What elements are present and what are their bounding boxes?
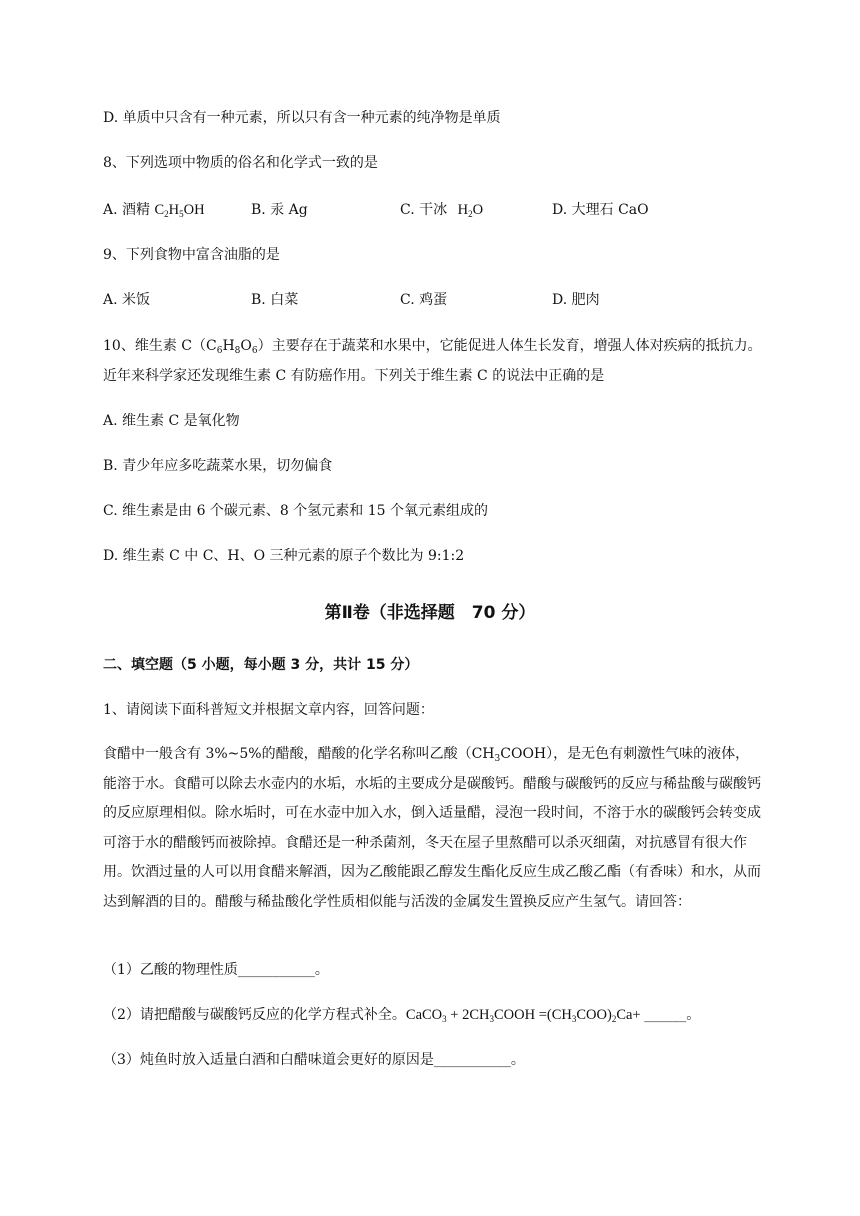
sub-question-2	[103, 1005, 700, 1025]
q8-option-c-formula: $H_2O$	[457, 202, 484, 219]
q8-option-c	[400, 200, 483, 220]
q10-option-b: B. 青少年应多吃蔬菜水果，切勿偏食	[103, 458, 333, 474]
sub-question-3: （3）炖鱼时放入适量白酒和白醋味道会更好的原因是___________。	[103, 1052, 525, 1068]
q9-option-a: A. 米饭	[103, 292, 151, 308]
q10-stem-line2: 近年来科学家还发现维生素 C 有防癌作用。下列关于维生素 C 的说法中正确的是	[103, 368, 605, 384]
q8-option-d: D. 大理石 CaO	[552, 202, 649, 218]
q9-option-c: C. 鸡蛋	[400, 292, 448, 308]
answer-blank[interactable]: ______。	[644, 1007, 701, 1023]
q10-option-c: C. 维生素是由 6 个碳元素、8 个氢元素和 15 个氧元素组成的	[103, 503, 488, 519]
q10-option-a: A. 维生素 C 是氧化物	[103, 413, 240, 429]
q8-option-b: B. 汞 Ag	[251, 202, 308, 218]
sub-question-1: （1）乙酸的物理性质___________。	[103, 962, 329, 978]
q8-option-c-label: C. 干冰	[400, 202, 448, 218]
q10-stem-line1: 10、维生素 $C(C_6H_8O_6)$主要存在于蔬菜和水果中，它能促进人体生长发育，增强人体对疾病的抵抗力。	[103, 338, 762, 356]
q9-option-d: D. 肥肉	[552, 292, 600, 308]
chemical-equation: CaCO$_3$ + $2CH_3COOH =(CH_3COO)_2Ca+$	[405, 1007, 645, 1024]
q9-option-b: B. 白菜	[251, 292, 299, 308]
section-heading: 二、填空题（5 小题，每小题 3 分，共计 15 分）	[103, 657, 419, 673]
q9-stem: 9、下列食物中富含油脂的是	[103, 247, 280, 263]
reading-passage: 食醋中一般含有 3%~5%的醋酸，醋酸的化学名称叫乙酸$(CH_3COOH)$，是无色有刺激性气味的液体，能溶于水。食醋可以除去水壶内的水垢，水垢的主要成分是碳酸钙。醋酸与碳酸钙的反应与稀盐酸与碳酸钙的反应原理相似。除水垢时，可在水壶中加入水，倒入适量醋，浸泡一段时间，不溶于水的碳酸钙会转变成可溶于水的醋酸钙而被除掉。食醋还是一种杀菌剂，冬天在屋子里熬醋可以杀灭细菌，对抗感冒有很大作用。饮酒过量的人可以用食醋来解酒，因为乙酸能跟乙醇发生酯化反应生成乙酸乙酯（有香味）和水，从而达到解酒的目的。醋酸与稀盐酸化学性质相似能与活泼的金属发生置换反应产生氢气。请回答：	[103, 746, 761, 910]
q8-stem: 8、下列选项中物质的俗名和化学式一致的是	[103, 155, 378, 171]
sub-question-2-text: （2）请把醋酸与碳酸钙反应的化学方程式补全。	[103, 1007, 406, 1023]
q8-option-a-label: A. 酒精	[103, 202, 151, 218]
q8-option-a-formula: $C_2H_5OH$	[154, 202, 205, 219]
q8-option-a	[103, 200, 205, 220]
q7-option-d: D. 单质中只含有一种元素，所以只有含一种元素的纯净物是单质	[103, 110, 501, 126]
q10-option-d: D. 维生素 C 中 C、H、O 三种元素的原子个数比为 9:1:2	[103, 548, 465, 564]
q1-stem: 1、请阅读下面科普短文并根据文章内容，回答问题：	[103, 702, 434, 718]
part2-title: 第Ⅱ卷（非选择题 70 分）	[324, 603, 536, 623]
